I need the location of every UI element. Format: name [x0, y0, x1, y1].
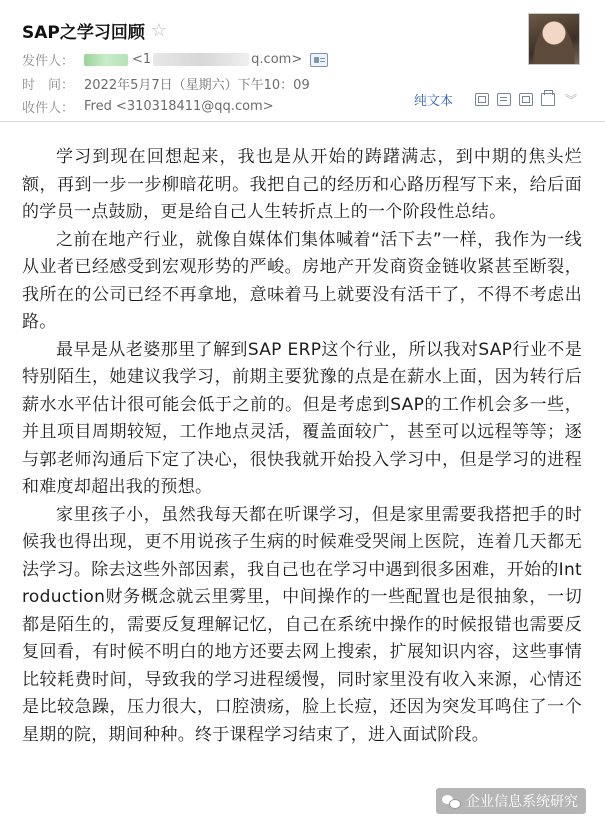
time-label: 时 间： [22, 78, 75, 93]
sender-email-redacted [153, 53, 249, 66]
new-window-icon[interactable] [475, 93, 489, 106]
contact-card-icon[interactable] [310, 53, 328, 67]
email-header [0, 0, 605, 122]
to-label: 收件人： [22, 101, 75, 116]
time-value: 2022年5月7日（星期六）下午10：09 [84, 78, 310, 93]
plain-text-link[interactable]: 纯文本 [413, 94, 453, 109]
email-toolbar [414, 90, 577, 109]
body-paragraph-3: 最早是从老婆那里了解到SAP ERP这个行业，所以我对SAP行业不是特别陌生，她建议我学习，前期主要犹豫的点是在薪水上面，因为转行后薪水水平估计很可能会低于之前的。但是考虑到SAP的工作机会多一些，并且项目周期较短，工作地点灵活，覆盖面较广，甚至可以远程等等；逐与郭老师沟通后下定了决心，很快我就开始投入学习中，但是学习的进程和难度却超出我的预想。 [22, 339, 582, 497]
body-paragraph-4: 家里孩子小，虽然我每天都在听课学习，但是家里需要我搭把手的时候我也得出现，更不用说孩子生病的时候难受哭闹上医院，连着几天都无法学习。除去这些外部因素，我自己也在学习中遇到很多困难，开始的Introduction财务概念就云里雾里，中间操作的一些配置也是很抽象，一切都是陌生的，需要反复理解记忆，自己在系统中操作的时候报错也需要反复回看，有时候不明白的地方还要去网上搜索，扩展知识内容，这些事情比较耗费时间，导致我的学习进程缓慢，同时家里没有收入来源，心情还是比较急躁，压力很大，口腔溃疡，脸上长痘，还因为突发耳鸣住了一个星期的院，期间种种。终于课程学习结束了，进入面试阶段。 [22, 504, 582, 745]
body-paragraph-1: 学习到现在回想起来，我也是从开始的踌躇满志，到中期的焦头烂额，再到一步一步柳暗花明。我把自己的经历和心路历程写下来，给后面的学员一点鼓励，更是给自己人生转折点上的一个阶段性总结。 [22, 147, 582, 222]
star-icon[interactable]: ☆ [150, 20, 168, 41]
copy-icon[interactable] [519, 93, 533, 106]
time-row [22, 74, 310, 93]
from-label: 发件人： [22, 54, 75, 69]
chevron-down-icon[interactable]: ︾ [564, 93, 577, 107]
email-subject [22, 18, 167, 43]
wechat-icon [442, 793, 460, 809]
sender-email-prefix: <1 [132, 52, 152, 67]
sender-avatar[interactable] [528, 13, 580, 65]
email-body [22, 144, 582, 749]
wechat-watermark [436, 788, 586, 814]
sender-email-suffix: q.com> [251, 52, 303, 67]
recipient-value[interactable]: Fred <310318411@qq.com> [84, 99, 274, 114]
subject-text: SAP之学习回顾 [22, 23, 145, 43]
document-icon[interactable] [497, 93, 511, 106]
from-row [22, 50, 328, 69]
to-row [22, 97, 274, 116]
watermark-text: 企业信息系统研究 [466, 794, 578, 810]
print-icon[interactable] [541, 93, 555, 106]
body-paragraph-2: 之前在地产行业，就像自媒体们集体喊着“活下去”一样，我作为一线从业者已经感受到宏观形势的严峻。房地产开发商资金链收紧甚至断裂，我所在的公司已经不再拿地，意味着马上就要没有活干了，不得不考虑出路。 [22, 229, 582, 332]
sender-name-redacted[interactable] [84, 54, 128, 66]
